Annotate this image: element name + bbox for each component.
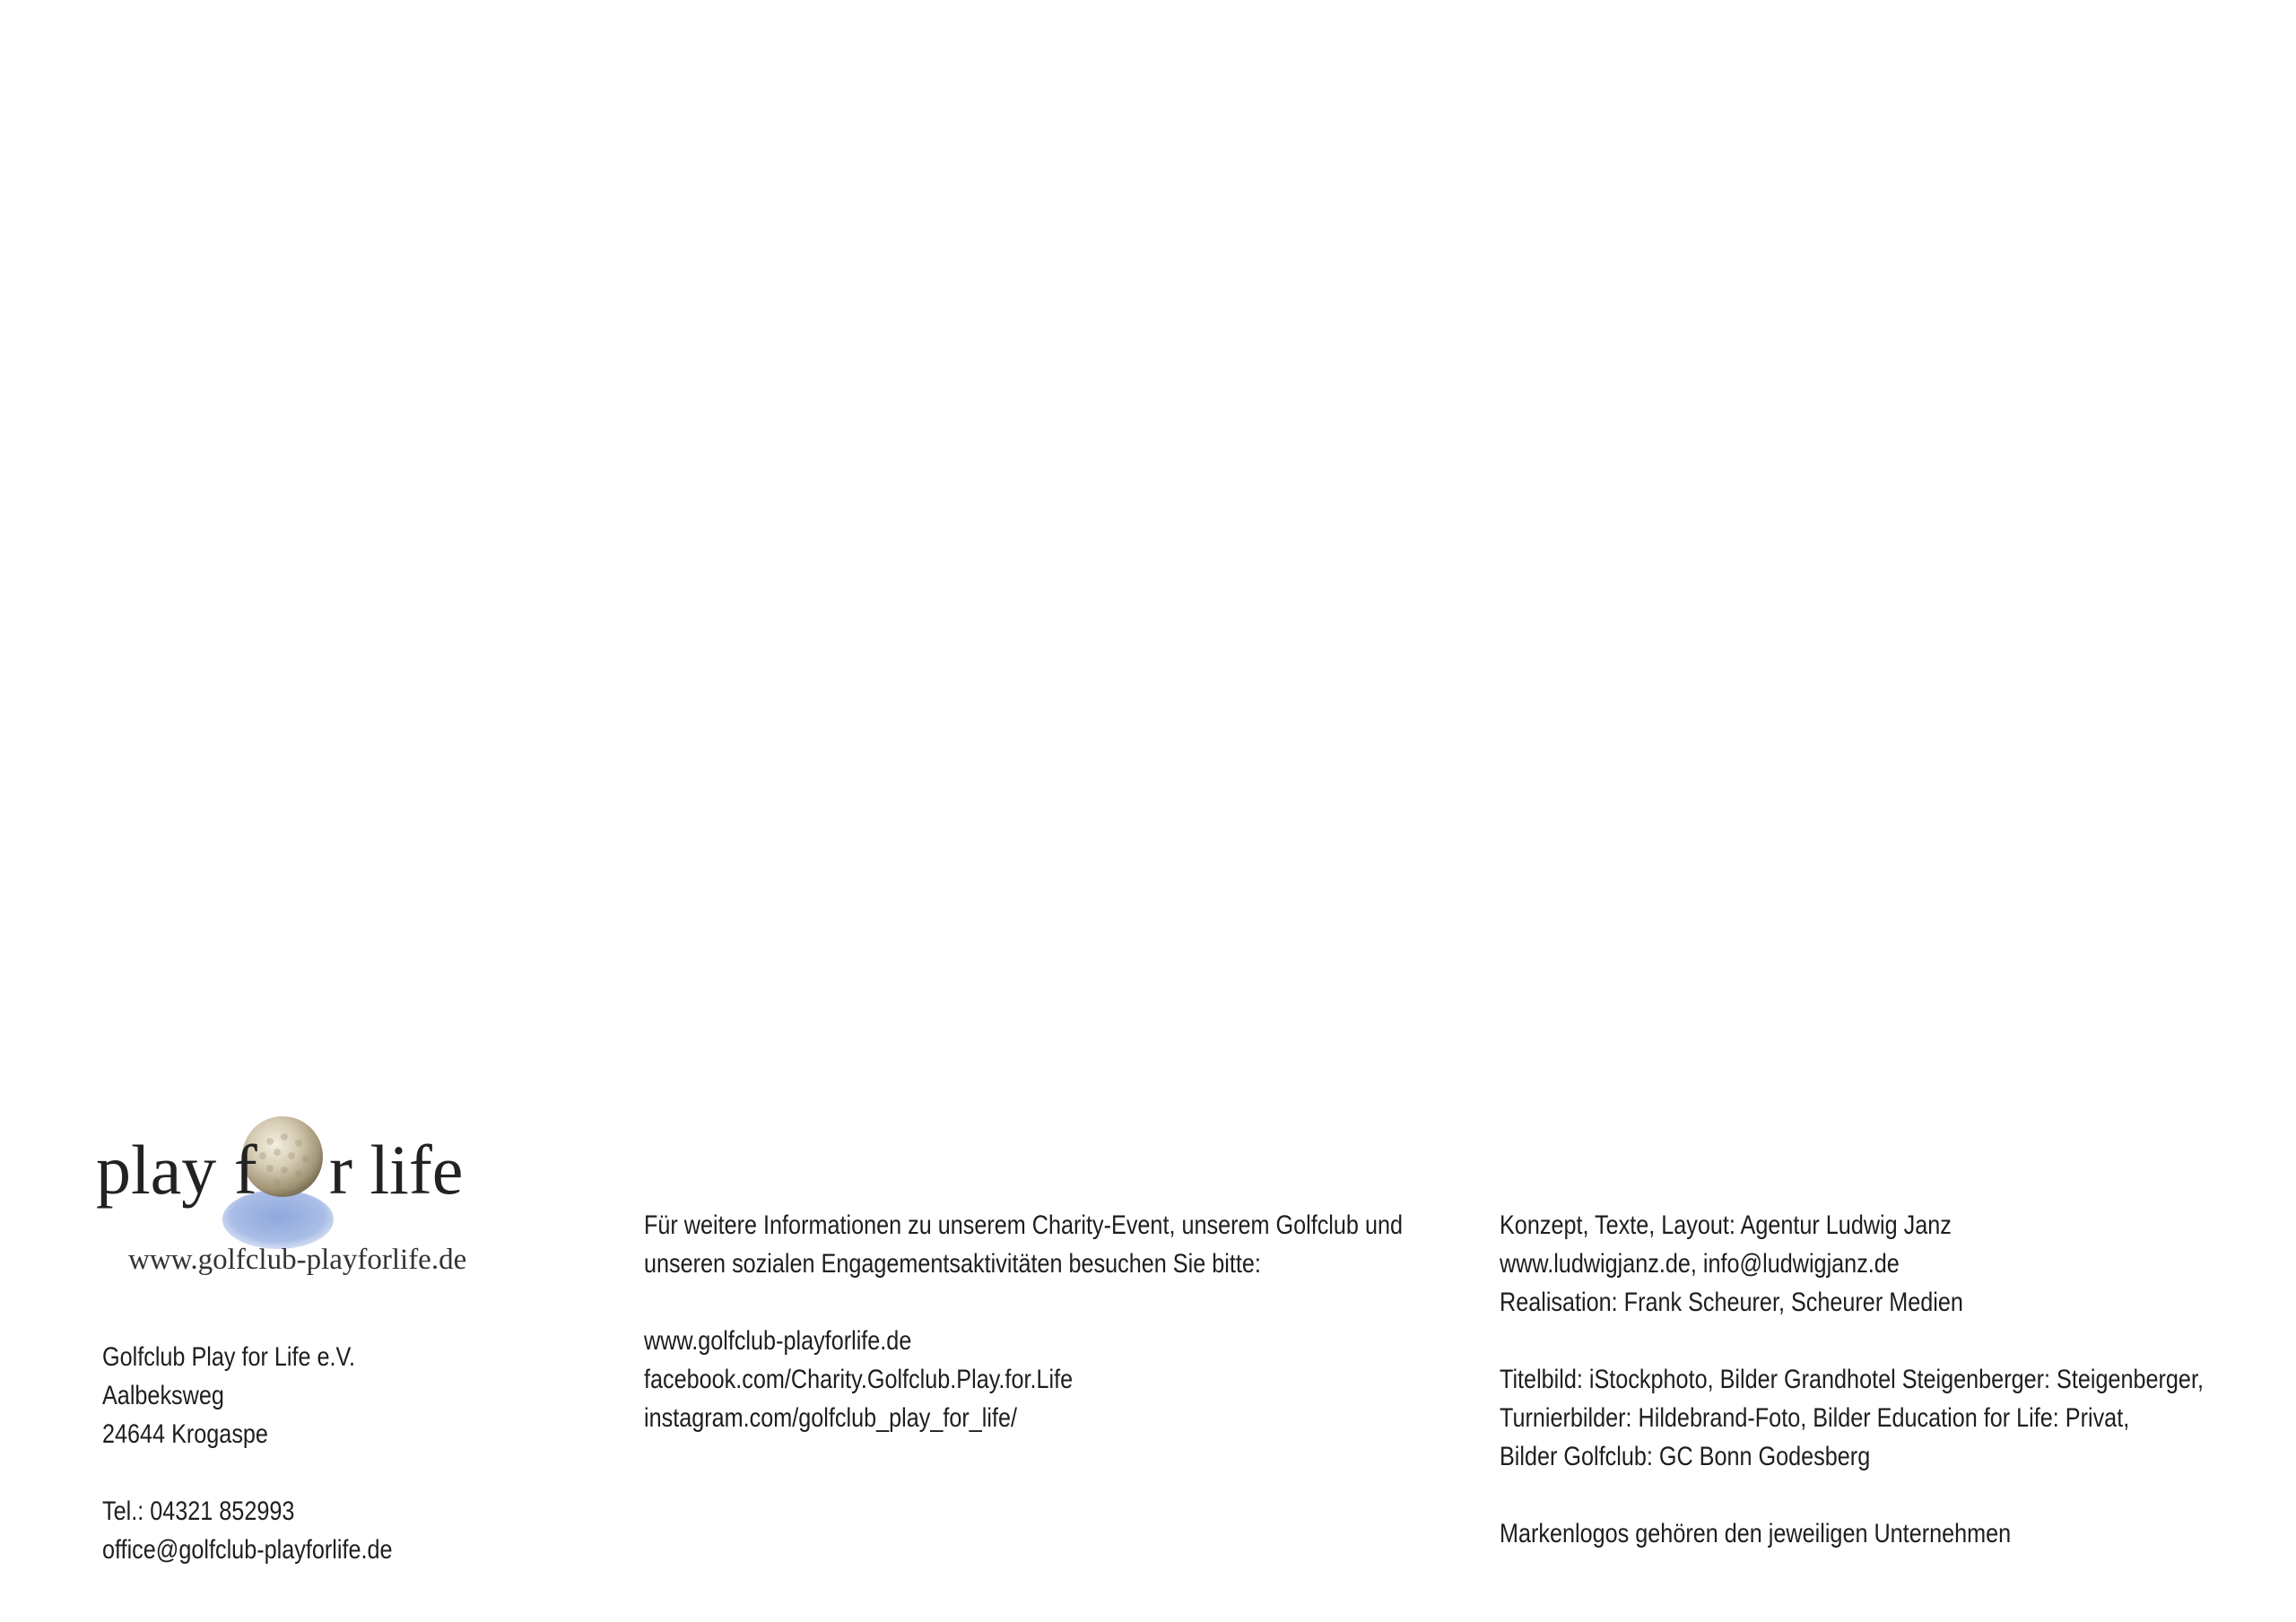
credits-photo-line-1: Titelbild: iStockphoto, Bilder Grandhotel Steigenberger: Steigenberger,: [1500, 1365, 2204, 1394]
logo-word-right: r life: [329, 1131, 464, 1209]
club-city: 24644 Krogaspe: [102, 1419, 268, 1449]
credits-trademark: Markenlogos gehören den jeweiligen Unternehmen: [1500, 1519, 2012, 1548]
website-link[interactable]: www.golfclub-playforlife.de: [644, 1326, 912, 1356]
credits: [1500, 1206, 2204, 1553]
logo-url: www.golfclub-playforlife.de: [128, 1244, 467, 1276]
info-intro-line-2: unseren sozialen Engagementsaktivitäten besuchen Sie bitte:: [644, 1249, 1261, 1279]
more-info: [644, 1206, 1403, 1437]
credits-photo-line-2: Turnierbilder: Hildebrand-Foto, Bilder Education for Life: Privat,: [1500, 1403, 2130, 1433]
info-intro-line-1: Für weitere Informationen zu unserem Charity-Event, unserem Golfclub und: [644, 1210, 1403, 1240]
credits-realisation: Realisation: Frank Scheurer, Scheurer Medien: [1500, 1288, 1963, 1317]
credits-agency-contact: www.ludwigjanz.de, info@ludwigjanz.de: [1500, 1249, 1900, 1279]
play-for-life-logo: [94, 1107, 471, 1287]
logo-word-left: play f: [96, 1131, 257, 1209]
instagram-link[interactable]: instagram.com/golfclub_play_for_life/: [644, 1403, 1018, 1433]
club-name: Golfclub Play for Life e.V.: [102, 1342, 356, 1372]
club-address: [102, 1338, 392, 1569]
facebook-link[interactable]: facebook.com/Charity.Golfclub.Play.for.Life: [644, 1365, 1074, 1394]
club-phone: Tel.: 04321 852993: [102, 1496, 295, 1526]
club-email: office@golfclub-playforlife.de: [102, 1535, 393, 1565]
club-street: Aalbeksweg: [102, 1381, 224, 1410]
credits-concept: Konzept, Texte, Layout: Agentur Ludwig Janz: [1500, 1210, 1952, 1240]
credits-photo-line-3: Bilder Golfclub: GC Bonn Godesberg: [1500, 1442, 1871, 1471]
